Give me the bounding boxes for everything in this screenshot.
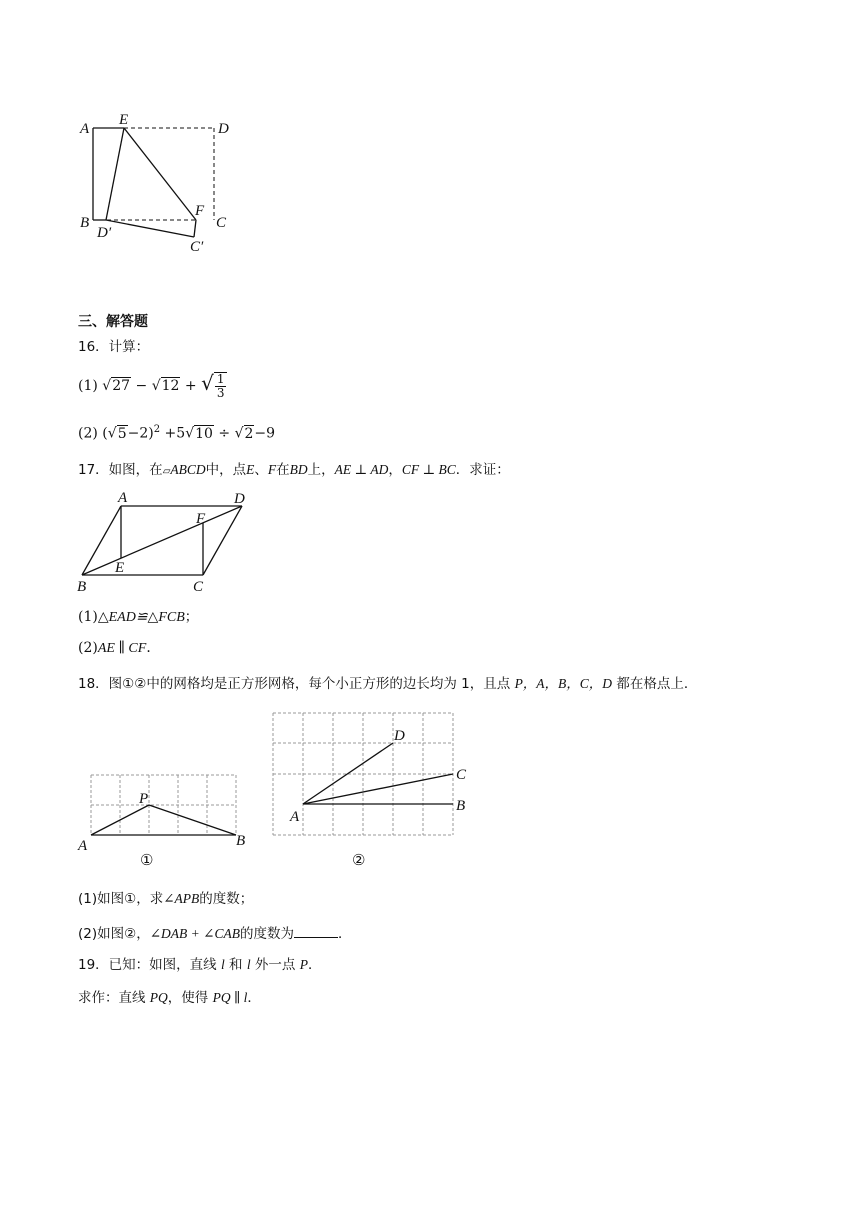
q17-part2: (2)AE ∥ CF． [78, 640, 161, 656]
label-A: A [80, 121, 90, 137]
q16-part1: (1) √27 − √12 + √ $\frac{1}{3}$ [78, 368, 227, 398]
label-D: D [218, 121, 229, 137]
q18-part2: (2)如图②，∠DAB + ∠CAB的度数为 ． [78, 923, 351, 944]
p17-label-C: C [193, 579, 204, 595]
p17-label-D: D [234, 491, 245, 507]
label-D-prime: D′ [97, 225, 112, 241]
q19-stem: 19．已知：如图，直线 l 和 l 外一点 P． [78, 957, 322, 973]
fold-figure [70, 110, 250, 260]
g1-label-A: A [78, 838, 88, 854]
label-C: C [216, 215, 227, 231]
parallelogram-figure [72, 488, 262, 598]
fig1-caption: ① [140, 853, 154, 869]
q18-part1: (1)如图①，求∠APB的度数； [78, 891, 254, 907]
section-title: 三、解答题 [78, 314, 148, 330]
p17-label-F: F [196, 511, 206, 527]
g2-label-A: A [290, 809, 300, 825]
label-C-prime: C′ [190, 239, 204, 255]
g2-label-B: B [456, 798, 466, 814]
p17-label-A: A [118, 490, 128, 506]
answer-blank[interactable] [294, 923, 338, 938]
g2-label-D: D [394, 728, 405, 744]
q18-stem: 18．图①②中的网格均是正方形网格，每个小正方形的边长均为 1，且点 P，A，B，C，D 都在格点上． [78, 676, 698, 692]
q16-stem: 16．计算： [78, 339, 150, 355]
q17-part1: (1)△EAD≌△FCB； [78, 609, 199, 625]
q17-stem: 17．如图，在▱ABCD中，点E、F在BD上，AE ⊥ AD，CF ⊥ BC．求证： [78, 462, 510, 478]
fig2-caption: ② [352, 853, 366, 869]
label-E: E [119, 112, 129, 128]
g1-label-P: P [139, 791, 149, 807]
g2-label-C: C [456, 767, 467, 783]
q19-requirement: 求作：直线 PQ，使得 PQ ∥ l． [78, 990, 261, 1006]
fraction-one-third: $\frac{1}{3}$ [214, 372, 228, 400]
p17-label-E: E [115, 560, 125, 576]
g1-label-B: B [236, 833, 246, 849]
label-B: B [80, 215, 90, 231]
grid-figures [72, 700, 492, 880]
q16-part2: (2) $(√5-2)^2 +5√10 \div √2-9$ [78, 424, 276, 442]
label-F: F [195, 203, 205, 219]
p17-label-B: B [77, 579, 87, 595]
